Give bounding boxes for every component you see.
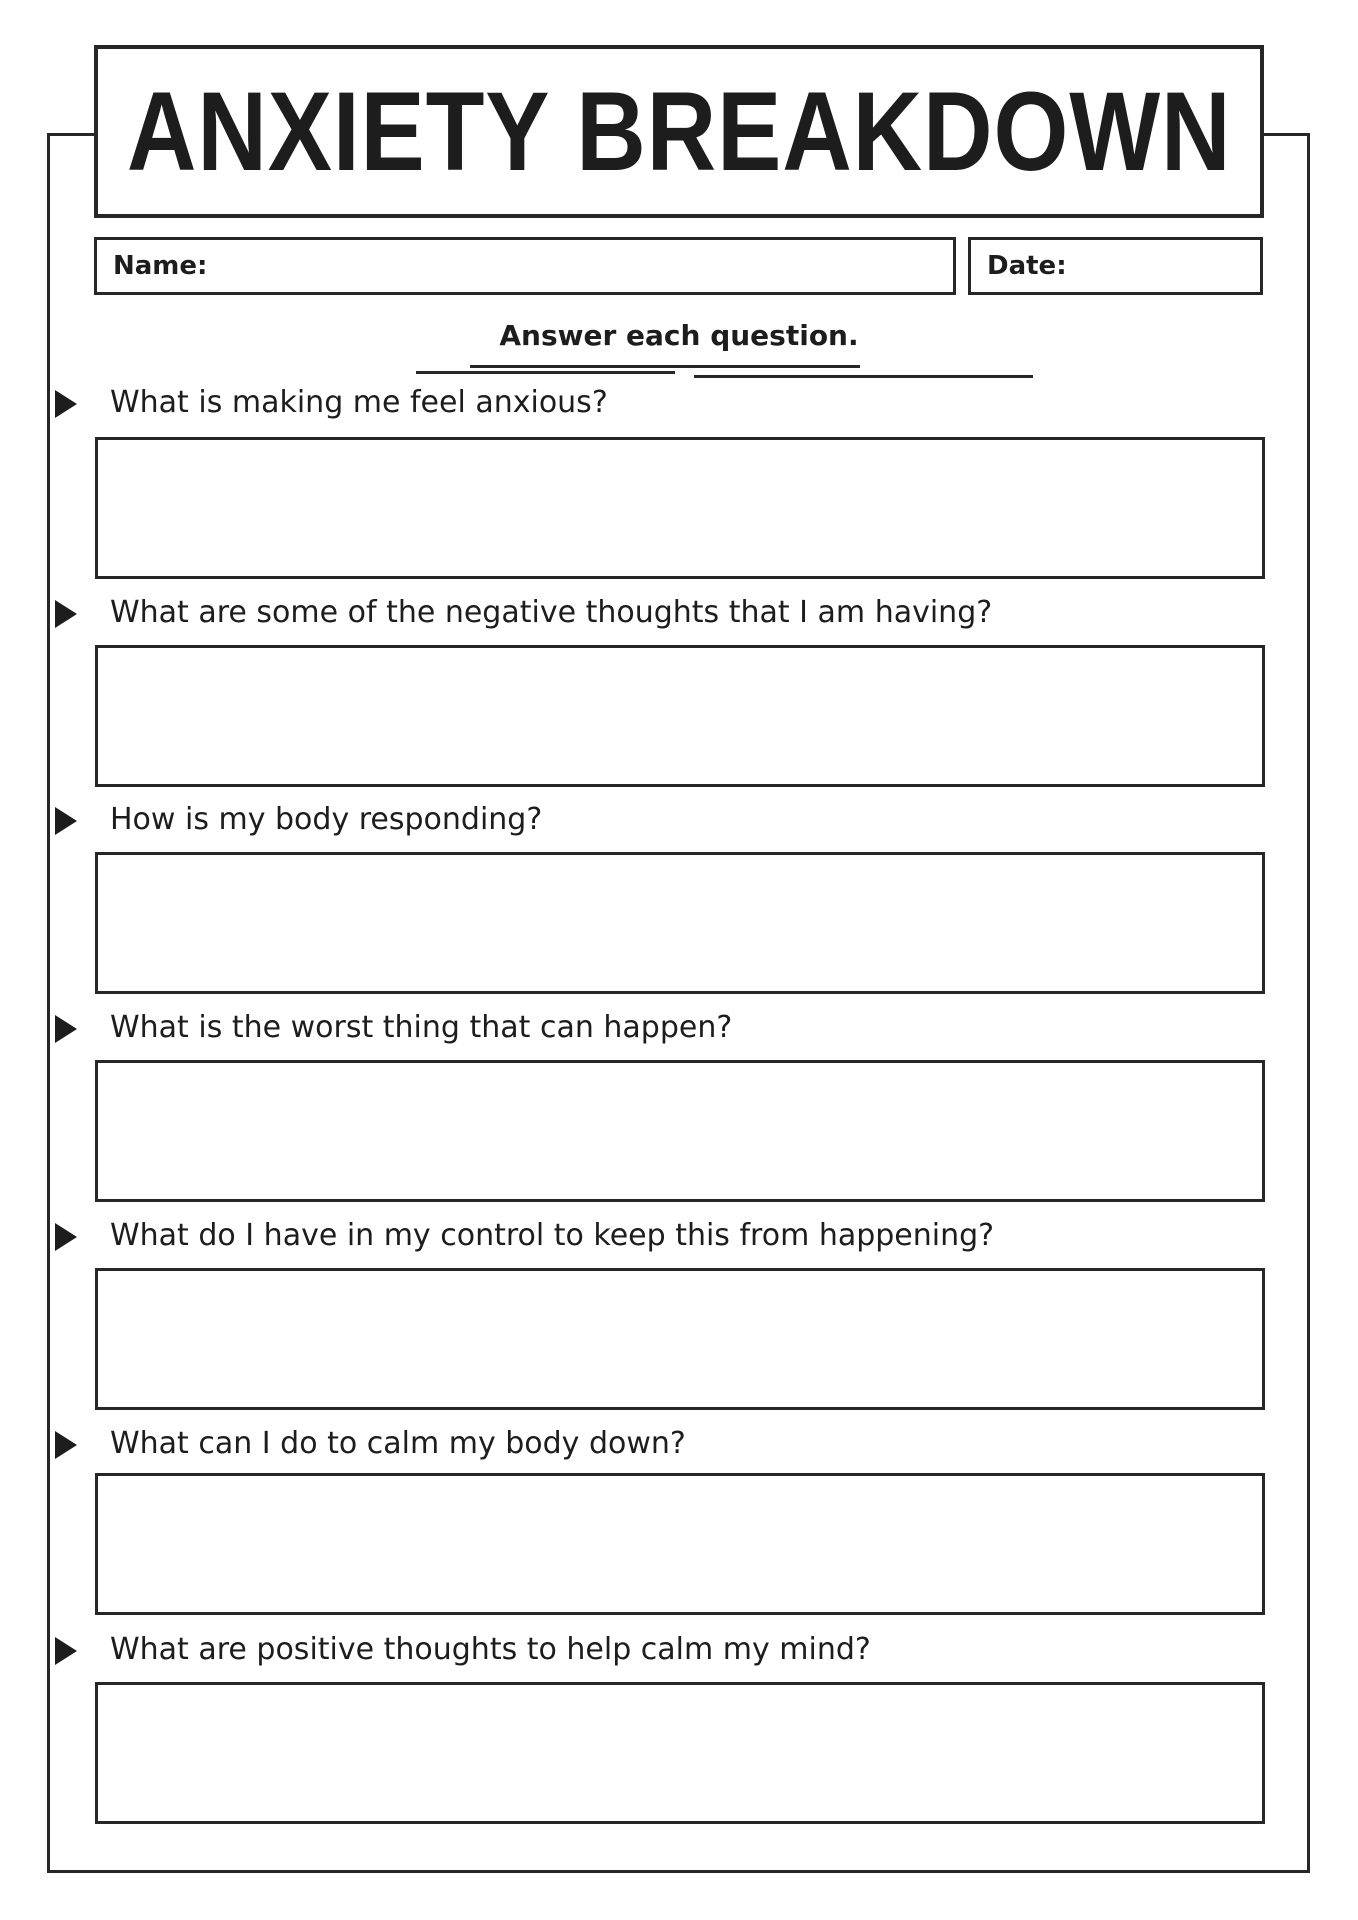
arrow-bullet-icon	[55, 600, 77, 628]
arrow-bullet-icon	[55, 390, 77, 418]
underline-decoration	[470, 365, 860, 368]
arrow-bullet-icon	[55, 807, 77, 835]
date-field[interactable]	[968, 237, 1263, 295]
answer-box-3[interactable]	[95, 852, 1265, 994]
arrow-bullet-icon	[55, 1637, 77, 1665]
page-title: ANXIETY BREAKDOWN	[126, 69, 1232, 194]
instruction-text: Answer each question.	[499, 319, 859, 352]
name-field[interactable]	[94, 237, 956, 295]
question-label-7: What are positive thoughts to help calm my mind?	[110, 1632, 871, 1667]
underline-decoration	[416, 371, 675, 374]
question-label-1: What is making me feel anxious?	[110, 385, 608, 420]
arrow-bullet-icon	[55, 1431, 77, 1459]
question-label-6: What can I do to calm my body down?	[110, 1426, 686, 1461]
date-label: Date:	[987, 251, 1067, 281]
answer-box-5[interactable]	[95, 1268, 1265, 1410]
question-label-4: What is the worst thing that can happen?	[110, 1010, 733, 1045]
title-box	[94, 45, 1264, 218]
underline-decoration	[694, 375, 1033, 378]
name-label: Name:	[113, 251, 208, 281]
arrow-bullet-icon	[55, 1015, 77, 1043]
answer-box-1[interactable]	[95, 437, 1265, 579]
answer-box-7[interactable]	[95, 1682, 1265, 1824]
answer-box-4[interactable]	[95, 1060, 1265, 1202]
answer-box-2[interactable]	[95, 645, 1265, 787]
question-label-5: What do I have in my control to keep this from happening?	[110, 1218, 995, 1253]
arrow-bullet-icon	[55, 1223, 77, 1251]
answer-box-6[interactable]	[95, 1473, 1265, 1615]
question-label-3: How is my body responding?	[110, 802, 543, 837]
question-label-2: What are some of the negative thoughts that I am having?	[110, 595, 993, 630]
